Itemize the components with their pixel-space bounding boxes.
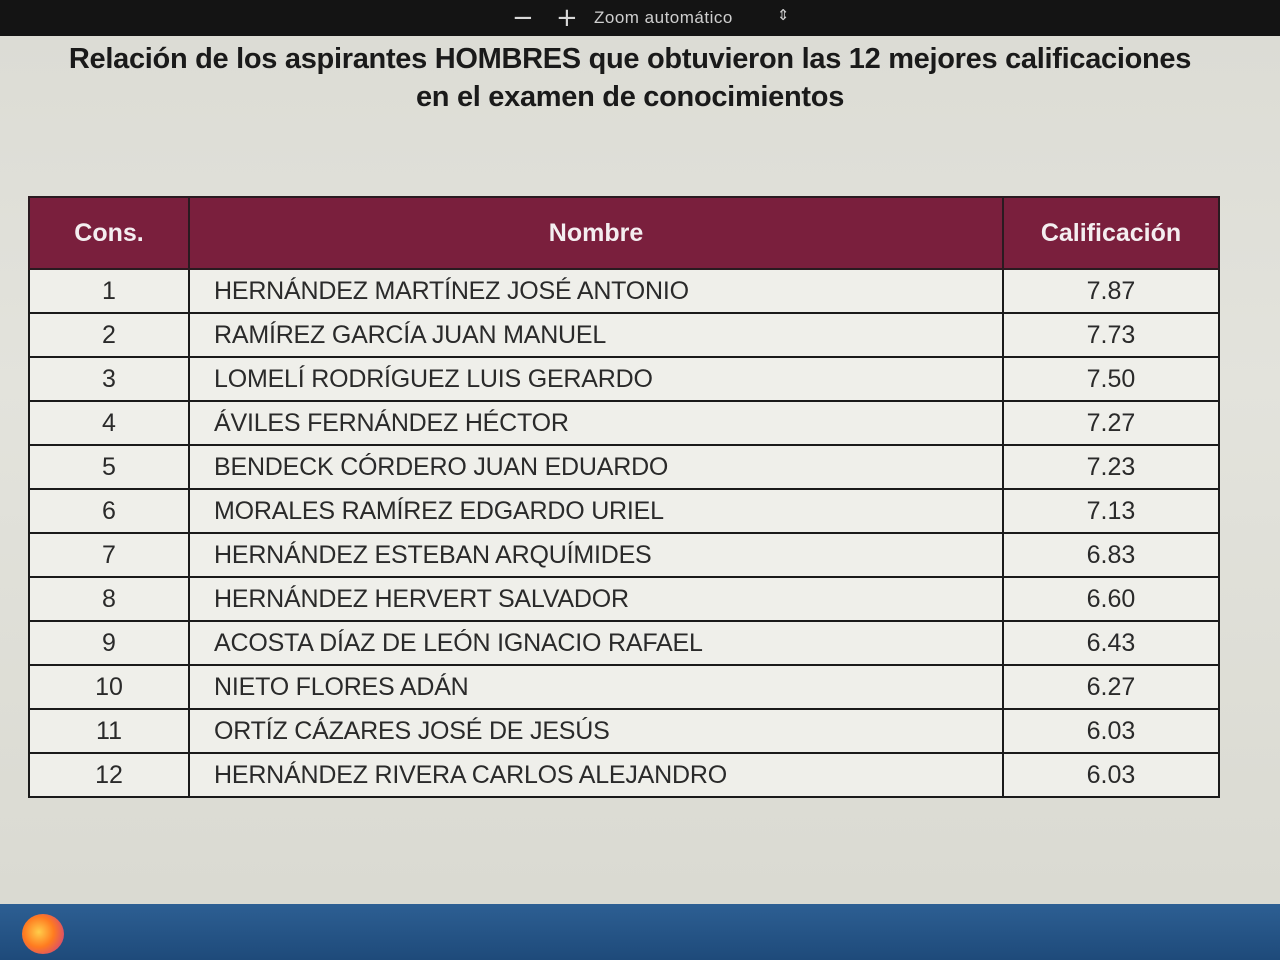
pdf-viewer-toolbar (0, 0, 1280, 36)
table-row (29, 533, 1219, 577)
cell-cons: 4 (29, 401, 189, 445)
table-row (29, 665, 1219, 709)
header-nombre: Nombre (189, 197, 1003, 269)
cell-cons: 3 (29, 357, 189, 401)
cell-calificacion: 7.87 (1003, 269, 1219, 313)
cell-cons: 11 (29, 709, 189, 753)
cell-nombre: ÁVILES FERNÁNDEZ HÉCTOR (189, 401, 1003, 445)
cell-nombre: LOMELÍ RODRÍGUEZ LUIS GERARDO (189, 357, 1003, 401)
table-row (29, 489, 1219, 533)
cell-calificacion: 6.27 (1003, 665, 1219, 709)
cell-nombre: HERNÁNDEZ HERVERT SALVADOR (189, 577, 1003, 621)
table-row (29, 401, 1219, 445)
table-row (29, 445, 1219, 489)
cell-nombre: HERNÁNDEZ ESTEBAN ARQUÍMIDES (189, 533, 1003, 577)
cell-calificacion: 7.13 (1003, 489, 1219, 533)
table-row (29, 753, 1219, 797)
cell-cons: 10 (29, 665, 189, 709)
zoom-select-label: Zoom automático (594, 8, 733, 27)
cell-nombre: HERNÁNDEZ MARTÍNEZ JOSÉ ANTONIO (189, 269, 1003, 313)
zoom-in-button[interactable]: + (556, 3, 578, 33)
cell-calificacion: 6.43 (1003, 621, 1219, 665)
cell-calificacion: 7.23 (1003, 445, 1219, 489)
cell-cons: 1 (29, 269, 189, 313)
table-row (29, 621, 1219, 665)
firefox-icon[interactable] (22, 914, 64, 954)
cell-calificacion: 6.03 (1003, 709, 1219, 753)
cell-cons: 9 (29, 621, 189, 665)
document-page (0, 36, 1280, 904)
cell-nombre: ACOSTA DÍAZ DE LEÓN IGNACIO RAFAEL (189, 621, 1003, 665)
table-row (29, 577, 1219, 621)
header-calificacion: Calificación (1003, 197, 1219, 269)
cell-calificacion: 6.03 (1003, 753, 1219, 797)
cell-cons: 7 (29, 533, 189, 577)
header-cons: Cons. (29, 197, 189, 269)
table-header-row (29, 197, 1219, 269)
zoom-select[interactable] (594, 8, 804, 30)
cell-cons: 2 (29, 313, 189, 357)
cell-cons: 8 (29, 577, 189, 621)
zoom-out-button[interactable]: − (512, 3, 534, 33)
cell-calificacion: 7.50 (1003, 357, 1219, 401)
cell-nombre: HERNÁNDEZ RIVERA CARLOS ALEJANDRO (189, 753, 1003, 797)
cell-nombre: RAMÍREZ GARCÍA JUAN MANUEL (189, 313, 1003, 357)
cell-calificacion: 7.73 (1003, 313, 1219, 357)
chevron-updown-icon: ⇕ (776, 7, 790, 24)
table-row (29, 709, 1219, 753)
taskbar (0, 904, 1280, 960)
cell-nombre: MORALES RAMÍREZ EDGARDO URIEL (189, 489, 1003, 533)
table-row (29, 269, 1219, 313)
table-row (29, 313, 1219, 357)
table-row (29, 357, 1219, 401)
page-title: Relación de los aspirantes HOMBRES que obtuvieron las 12 mejores calificaciones en el examen de conocimientos (68, 43, 1192, 113)
cell-cons: 12 (29, 753, 189, 797)
cell-nombre: NIETO FLORES ADÁN (189, 665, 1003, 709)
cell-nombre: ORTÍZ CÁZARES JOSÉ DE JESÚS (189, 709, 1003, 753)
cell-calificacion: 7.27 (1003, 401, 1219, 445)
cell-cons: 6 (29, 489, 189, 533)
cell-calificacion: 6.60 (1003, 577, 1219, 621)
cell-calificacion: 6.83 (1003, 533, 1219, 577)
cell-nombre: BENDECK CÓRDERO JUAN EDUARDO (189, 445, 1003, 489)
cell-cons: 5 (29, 445, 189, 489)
results-table (28, 196, 1220, 798)
